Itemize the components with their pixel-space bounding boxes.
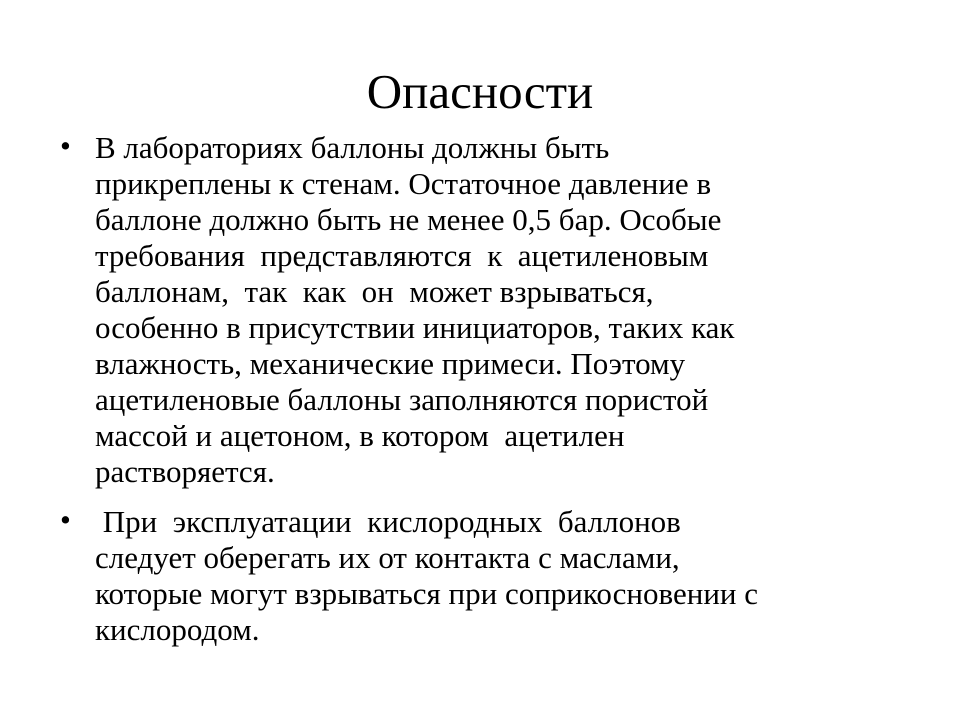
text-line: баллоне должно быть не менее 0,5 бар. Особые [95, 202, 722, 237]
text-line: прикреплены к стенам. Остаточное давление в [95, 166, 712, 201]
slide-title: Опасности [366, 64, 594, 119]
text-line: баллонам, так как он может взрываться, [95, 274, 654, 309]
text-line: требования представляются к ацетиленовым [95, 238, 709, 273]
text-line: кислородом. [95, 612, 260, 647]
text-line: влажность, механические примеси. Поэтому [95, 346, 686, 381]
bullet-icon: • [60, 128, 71, 163]
bullet-item-2 [60, 504, 900, 648]
text-line: растворяется. [95, 454, 275, 489]
text-line: следует оберегать их от контакта с маслами, [95, 540, 680, 575]
text-line: ацетиленовые баллоны заполняются пористой [95, 382, 709, 417]
text-line: В лабораториях баллоны должны быть [95, 130, 610, 165]
bullet-list [60, 130, 900, 648]
bullet-icon: • [60, 502, 71, 537]
text-line: которые могут взрываться при соприкосновении с [95, 576, 759, 611]
text-line: массой и ацетоном, в котором ацетилен [95, 418, 625, 453]
bullet-item-1 [60, 130, 900, 490]
bullet-text [95, 504, 900, 648]
text-line: особенно в присутствии инициаторов, таких как [95, 310, 735, 345]
text-line: При эксплуатации кислородных баллонов [95, 504, 681, 539]
bullet-text [95, 130, 900, 490]
